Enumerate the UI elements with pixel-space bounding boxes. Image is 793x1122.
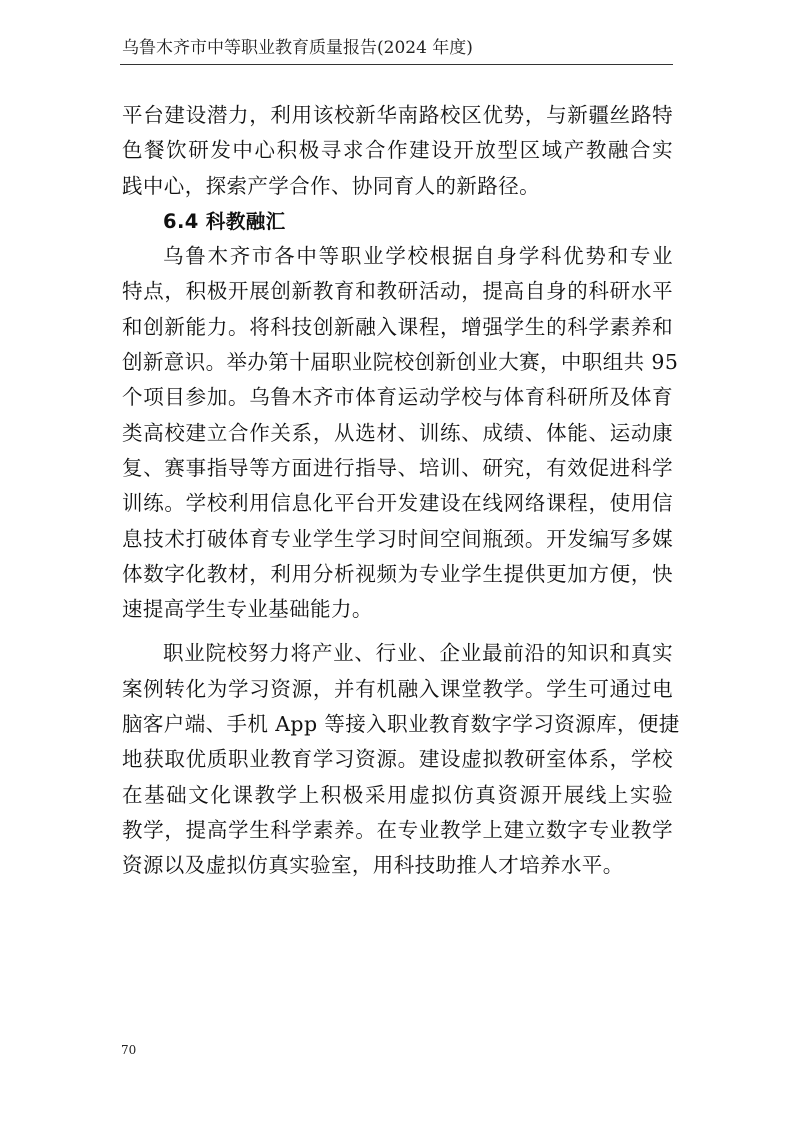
text-line: 平台建设潜力，利用该校新华南路校区优势，与新疆丝路特 bbox=[122, 103, 673, 127]
text-line: 色餐饮研发中心积极寻求合作建设开放型区域产教融合实 bbox=[122, 138, 673, 163]
body-text bbox=[122, 98, 680, 884]
text-line: 个项目参加。乌鲁木齐市体育运动学校与体育科研所及体育 bbox=[122, 385, 673, 410]
text-line: 地获取优质职业教育学习资源。建设虚拟教研室体系，学校 bbox=[122, 747, 673, 772]
text-line: 案例转化为学习资源，并有机融入课堂教学。学生可通过电 bbox=[122, 676, 673, 701]
text-line: 速提高学生专业基础能力。 bbox=[122, 597, 373, 622]
header-title: 乌鲁木齐市中等职业教育质量报告(2024 年度) bbox=[122, 38, 473, 58]
text-line: 创新意识。举办第十届职业院校创新创业大赛，中职组共 95 bbox=[122, 350, 679, 375]
text-line: 和创新能力。将科技创新融入课程，增强学生的科学素养和 bbox=[122, 314, 673, 339]
text-line: 脑客户端、手机 App 等接入职业教育数字学习资源库，便捷 bbox=[122, 712, 680, 737]
text-line: 体数字化教材，利用分析视频为专业学生提供更加方便，快 bbox=[122, 561, 673, 586]
text-line: 在基础文化课教学上积极采用虚拟仿真资源开展线上实验 bbox=[122, 782, 673, 807]
text-line: 职业院校努力将产业、行业、企业最前沿的知识和真实 bbox=[163, 641, 673, 666]
text-line: 息技术打破体育专业学生学习时间空间瓶颈。开发编写多媒 bbox=[122, 526, 673, 551]
text-line: 践中心，探索产学合作、协同育人的新路径。 bbox=[122, 173, 540, 198]
header-divider bbox=[120, 64, 673, 65]
text-line: 资源以及虚拟仿真实验室，用科技助推人才培养水平。 bbox=[122, 853, 624, 878]
page-number: 70 bbox=[121, 1043, 137, 1057]
paragraph-gap bbox=[122, 627, 673, 636]
text-line: 教学，提高学生科学素养。在专业教学上建立数字专业教学 bbox=[122, 817, 673, 842]
text-line: 复、赛事指导等方面进行指导、培训、研究，有效促进科学 bbox=[122, 455, 673, 480]
text-line: 类高校建立合作关系，从选材、训练、成绩、体能、运动康 bbox=[122, 420, 673, 445]
text-line: 特点，积极开展创新教育和教研活动，提高自身的科研水平 bbox=[122, 279, 673, 304]
text-line: 训练。学校利用信息化平台开发建设在线网络课程，使用信 bbox=[122, 491, 673, 516]
section-heading: 6.4 科教融汇 bbox=[163, 209, 286, 233]
text-line: 乌鲁木齐市各中等职业学校根据自身学科优势和专业 bbox=[163, 244, 673, 269]
